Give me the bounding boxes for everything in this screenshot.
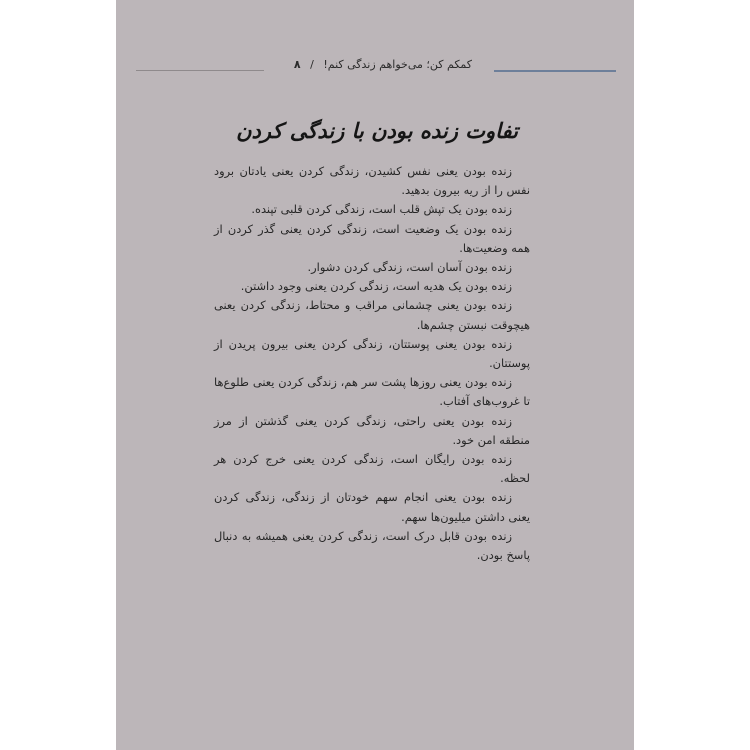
paragraph: زنده بودن رایگان است، زندگی کردن یعنی خرج کردن هر لحظه.: [214, 452, 530, 486]
running-head: [284, 58, 472, 76]
paragraph: زنده بودن آسان است، زندگی کردن دشوار.: [307, 260, 512, 275]
paragraph: زنده بودن یعنی انجام سهم خودتان از زندگی، زندگی کردن یعنی داشتن میلیون‌ها سهم.: [214, 490, 530, 524]
paragraph: زنده بودن یعنی نفس کشیدن، زندگی کردن یعنی یادتان برود نفس را از ریه بیرون بدهید.: [214, 164, 530, 198]
page-number: ۸: [293, 58, 301, 71]
paragraph: زنده بودن یعنی روزها پشت سر هم، زندگی کردن یعنی طلوع‌ها تا غروب‌های آفتاب.: [214, 375, 530, 409]
body-text: [214, 162, 530, 562]
chapter-title: تفاوت زنده بودن با زندگی کردن: [236, 118, 518, 143]
book-page: [116, 0, 634, 750]
paragraph: زنده بودن قابل درک است، زندگی کردن یعنی همیشه به دنبال پاسخ بودن.: [214, 528, 530, 563]
running-head-separator: /: [310, 58, 314, 71]
running-head-title: کمکم کن؛ می‌خواهم زندگی کنم!: [323, 58, 472, 71]
paragraph: زنده بودن یعنی پوستتان، زندگی کردن یعنی بیرون پریدن از پوستتان.: [214, 336, 530, 371]
paragraph: زنده بودن یک تپش قلب است، زندگی کردن قلبی تپنده.: [251, 202, 512, 217]
paragraph: زنده بودن یعنی چشمانی مراقب و محتاط، زندگی کردن یعنی هیچوقت نبستن چشم‌ها.: [214, 298, 530, 332]
paragraph: زنده بودن یک هدیه است، زندگی کردن یعنی وجود داشتن.: [240, 279, 512, 294]
paragraph: زنده بودن یک وضعیت است، زندگی کردن یعنی گذر کردن از همه وضعیت‌ها.: [214, 221, 530, 255]
paragraph: زنده بودن یعنی راحتی، زندگی کردن یعنی گذشتن از مرز منطقه امن خود.: [214, 413, 530, 447]
header-rule-right: [494, 70, 616, 72]
header-rule-left: [136, 70, 264, 71]
